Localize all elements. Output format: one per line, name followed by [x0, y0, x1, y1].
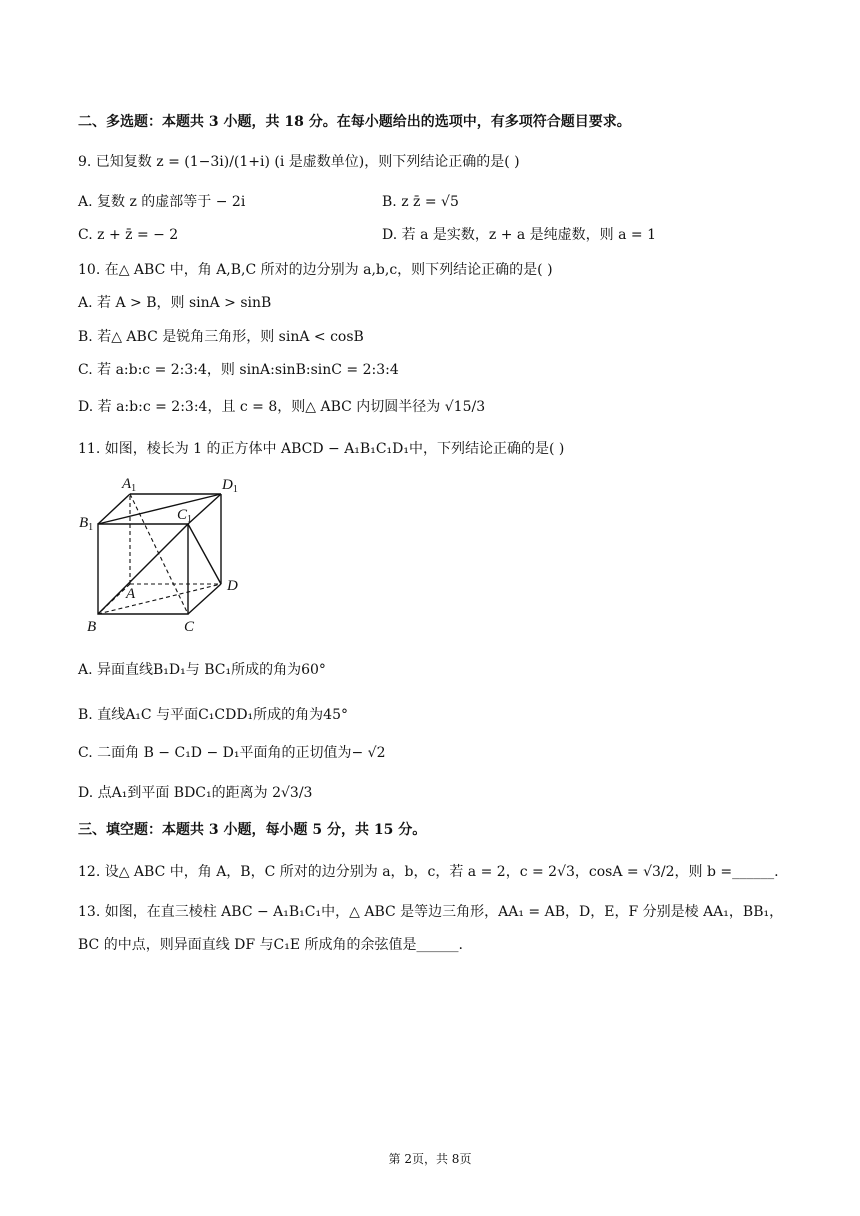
q10-option-a: A. 若 A > B，则 sinA > sinB — [78, 295, 272, 311]
q9-option-a: A. 复数 z 的虚部等于 − 2i — [78, 194, 246, 210]
q10-option-b: B. 若△ ABC 是锐角三角形，则 sinA < cosB — [78, 329, 364, 345]
label-a: A — [126, 586, 136, 602]
line-c1-d — [188, 524, 221, 584]
q11-option-d: D. 点A₁到平面 BDC₁的距离为 2√3/3 — [78, 785, 313, 801]
q10-option-d: D. 若 a:b:c = 2:3:4，且 c = 8，则△ ABC 内切圆半径为 √15/3 — [78, 399, 486, 415]
q12-stem: 12. 设△ ABC 中，角 A，B，C 所对的边分别为 a，b，c，若 a = 2，c = 2√3，cosA = √3/2，则 b =______. — [78, 864, 779, 880]
q11-option-c: C. 二面角 B − C₁D − D₁平面角的正切值为− √2 — [78, 745, 386, 761]
label-d: D — [227, 578, 238, 594]
q10-stem: 10. 在△ ABC 中，角 A,B,C 所对的边分别为 a,b,c，则下列结论正确的是( ) — [78, 262, 553, 278]
q9-stem: 9. 已知复数 z = (1−3i)/(1+i) (i 是虚数单位)，则下列结论正确的是( ) — [78, 154, 520, 170]
label-d1: $D_1$ — [222, 477, 238, 495]
page-footer: 第 2页，共 8页 — [388, 1152, 472, 1166]
line-b-c1 — [98, 524, 188, 614]
q11-stem: 11. 如图，棱长为 1 的正方体中 ABCD − A₁B₁C₁D₁中，下列结论正确的是( ) — [78, 441, 565, 457]
q9-option-b: B. z z̄ = √5 — [382, 194, 459, 210]
q9-option-c: C. z + z̄ = − 2 — [78, 227, 179, 243]
label-c1: $C_1$ — [177, 507, 193, 525]
cube-figure — [76, 472, 256, 638]
q11-option-a: A. 异面直线B₁D₁与 BC₁所成的角为60° — [78, 662, 326, 678]
label-b1: $B_1$ — [79, 515, 94, 533]
label-b: B — [87, 619, 97, 635]
edge-d-c — [188, 584, 221, 614]
q13-line1: 13. 如图，在直三棱柱 ABC − A₁B₁C₁中，△ ABC 是等边三角形，AA₁ = AB，D，E，F 分别是棱 AA₁，BB₁， — [78, 904, 784, 920]
q11-option-b: B. 直线A₁C 与平面C₁CDD₁所成的角为45° — [78, 707, 348, 723]
label-c: C — [184, 619, 195, 635]
section-multi-choice-heading: 二、多选题：本题共 3 小题，共 18 分。在每小题给出的选项中，有多项符合题目要求。 — [78, 114, 631, 130]
label-a1: $A_1$ — [122, 476, 137, 494]
hidden-line-b-d — [98, 584, 221, 614]
line-b1-d1 — [98, 494, 221, 524]
q10-option-c: C. 若 a:b:c = 2:3:4，则 sinA:sinB:sinC = 2:3:4 — [78, 362, 399, 378]
q9-option-d: D. 若 a 是实数，z + a 是纯虚数，则 a = 1 — [382, 227, 657, 243]
section-fill-blank-heading: 三、填空题：本题共 3 小题，每小题 5 分，共 15 分。 — [78, 822, 427, 838]
q13-line2: BC 的中点，则异面直线 DF 与C₁E 所成角的余弦值是______. — [78, 937, 463, 953]
